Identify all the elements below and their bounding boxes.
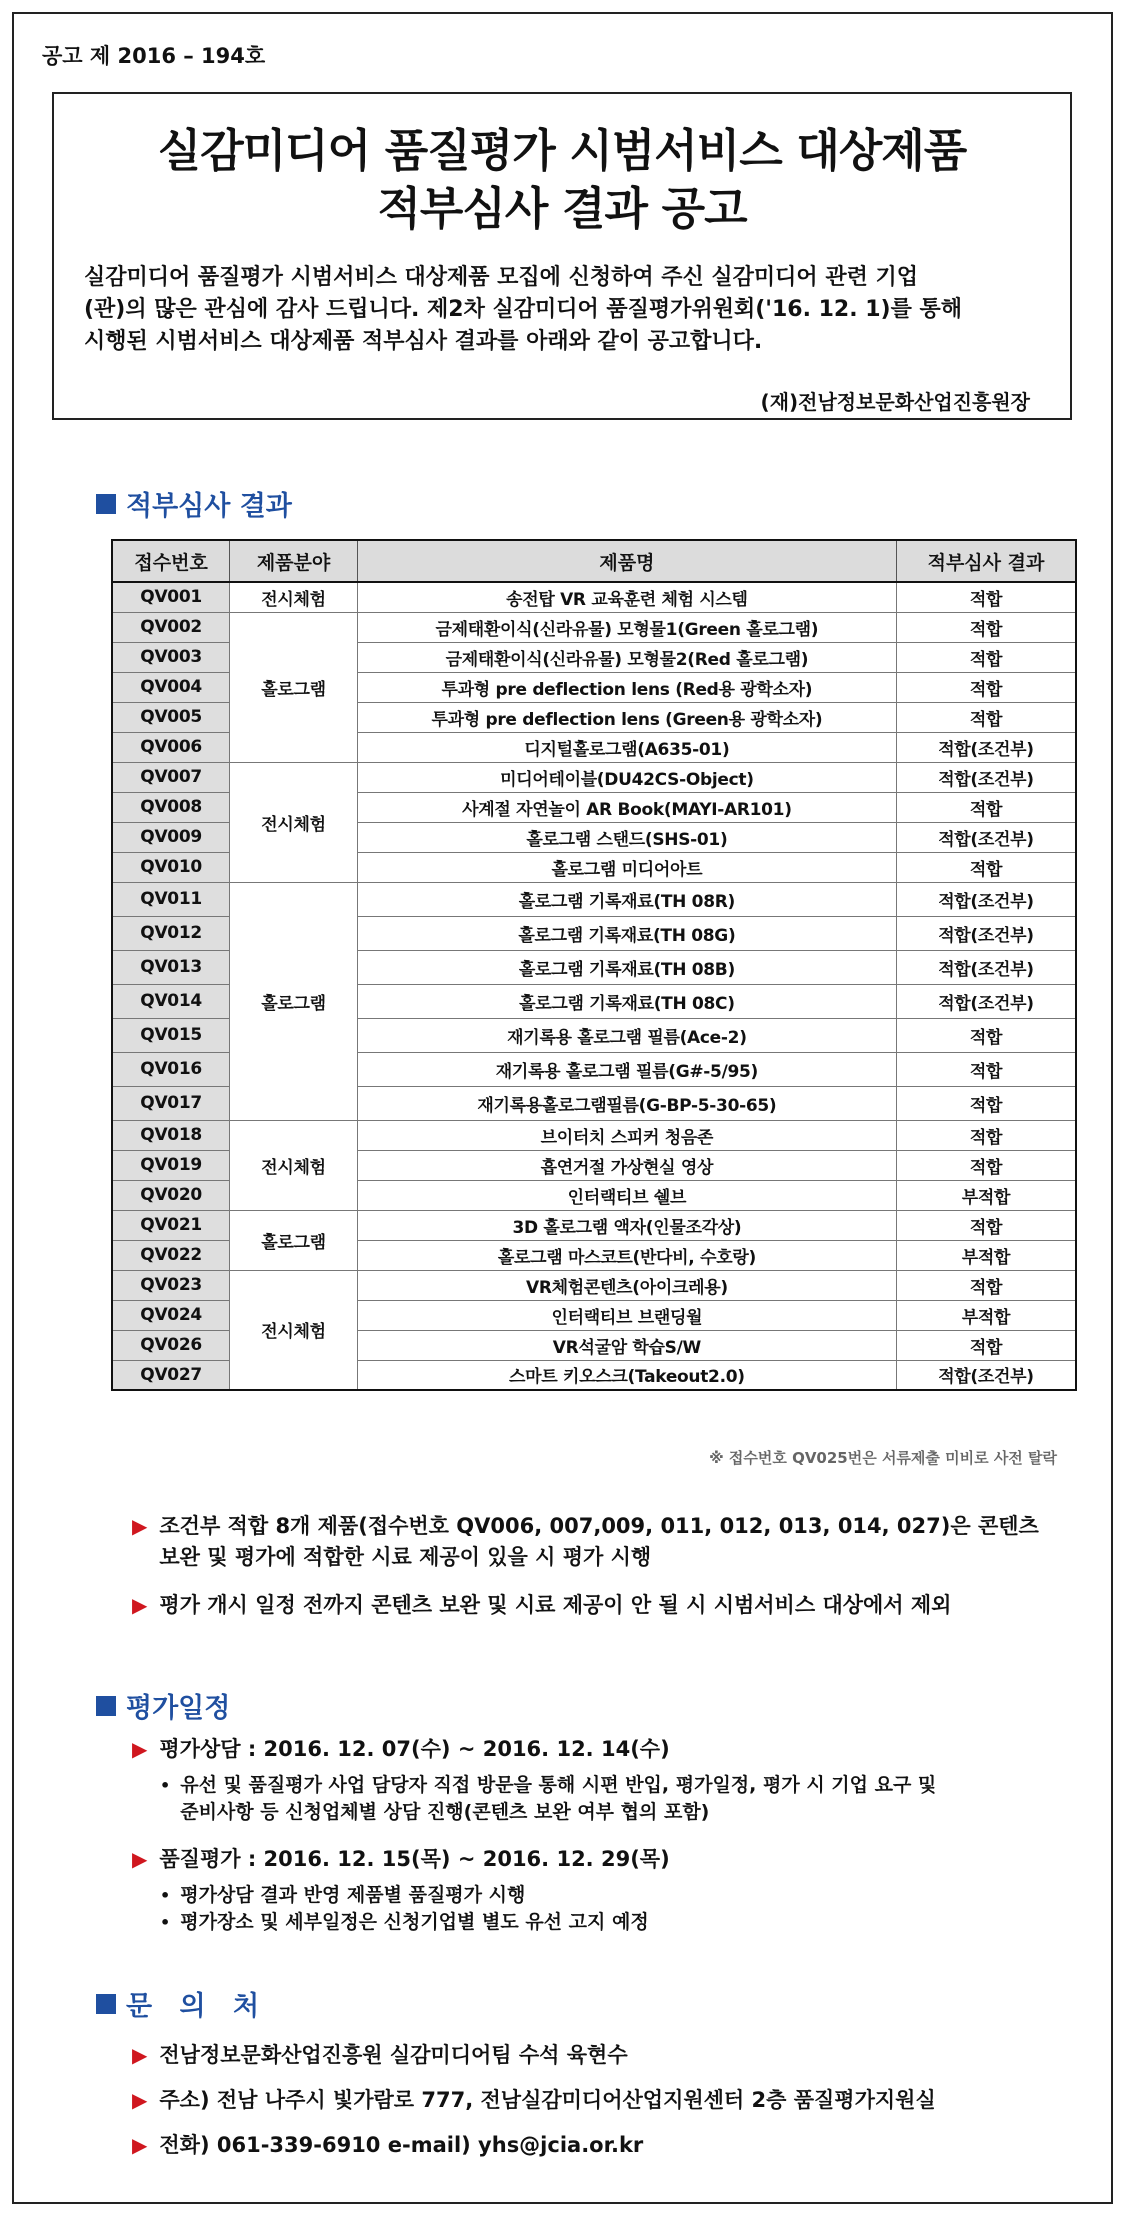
cell-field: 홀로그램	[230, 1210, 358, 1270]
cell-result: 부적합	[896, 1180, 1076, 1210]
note-line: 보완 및 평가에 적합한 시료 제공이 있을 시 평가 시행	[159, 1545, 652, 1569]
cell-product-name: 투과형 pre deflection lens (Green용 광학소자)	[357, 702, 896, 732]
triangle-arrow-icon: ▶	[132, 1737, 148, 1761]
cell-code: QV019	[112, 1150, 230, 1180]
header-code: 접수번호	[112, 540, 230, 582]
cell-code: QV023	[112, 1270, 230, 1300]
cell-code: QV006	[112, 732, 230, 762]
cell-code: QV011	[112, 882, 230, 916]
title-line-1: 실감미디어 품질평가 시범서비스 대상제품	[157, 124, 967, 177]
cell-field: 전시체험	[230, 1270, 358, 1390]
cell-result: 부적합	[896, 1240, 1076, 1270]
cell-code: QV003	[112, 642, 230, 672]
cell-code: QV004	[112, 672, 230, 702]
contact-text: 주소) 전남 나주시 빛가람로 777, 전남실감미디어산업지원센터 2층 품질평가지원실	[159, 2088, 936, 2112]
cell-product-name: 투과형 pre deflection lens (Red용 광학소자)	[357, 672, 896, 702]
cell-code: QV027	[112, 1360, 230, 1390]
cell-result: 적합(조건부)	[896, 916, 1076, 950]
cell-product-name: VR체험콘텐츠(아이크레용)	[357, 1270, 896, 1300]
cell-code: QV002	[112, 612, 230, 642]
triangle-arrow-icon: ▶	[132, 2133, 148, 2157]
cell-product-name: 스마트 키오스크(Takeout2.0)	[357, 1360, 896, 1390]
cell-result: 적합(조건부)	[896, 732, 1076, 762]
contact-text: 전화) 061-339-6910 e-mail) yhs@jcia.or.kr	[159, 2133, 644, 2157]
results-body	[112, 582, 1076, 1390]
cell-product-name: 홀로그램 스탠드(SHS-01)	[357, 822, 896, 852]
cell-code: QV009	[112, 822, 230, 852]
section-heading-results	[96, 484, 292, 523]
cell-product-name: 금제태환이식(신라유물) 모형물1(Green 홀로그램)	[357, 612, 896, 642]
cell-result: 적합	[896, 1052, 1076, 1086]
notice-box	[52, 92, 1072, 420]
title-line-2: 적부심사 결과 공고	[377, 182, 747, 235]
header-field: 제품분야	[230, 540, 358, 582]
cell-field: 전시체험	[230, 762, 358, 882]
cell-code: QV024	[112, 1300, 230, 1330]
note-2	[132, 1590, 951, 1621]
cell-code: QV016	[112, 1052, 230, 1086]
table-header-row	[112, 540, 1076, 582]
cell-result: 적합(조건부)	[896, 950, 1076, 984]
cell-result: 적합(조건부)	[896, 1360, 1076, 1390]
schedule-item-2	[132, 1844, 670, 1875]
cell-product-name: 사계절 자연놀이 AR Book(MAYI-AR101)	[357, 792, 896, 822]
schedule-label: 평가상담 : 2016. 12. 07(수) ~ 2016. 12. 14(수)	[159, 1737, 670, 1761]
contact-text: 전남정보문화산업진흥원 실감미디어팀 수석 육현수	[159, 2043, 628, 2067]
contact-line	[132, 2130, 643, 2161]
table-row	[112, 612, 1076, 642]
notice-page	[12, 12, 1113, 2204]
cell-product-name: 인터랙티브 쉘브	[357, 1180, 896, 1210]
detail-line: 평가장소 및 세부일정은 신청기업별 별도 유선 고지 예정	[180, 1911, 649, 1933]
cell-code: QV021	[112, 1210, 230, 1240]
footnote: ※ 접수번호 QV025번은 서류제출 미비로 사전 탈락	[709, 1449, 1057, 1467]
page-title	[54, 122, 1070, 238]
cell-product-name: 재기록용 홀로그램 필름(Ace-2)	[357, 1018, 896, 1052]
results-table	[111, 539, 1077, 1391]
square-bullet-icon	[96, 1696, 116, 1716]
schedule-item-1	[132, 1734, 670, 1765]
cell-code: QV013	[112, 950, 230, 984]
note-line: 평가 개시 일정 전까지 콘텐츠 보완 및 시료 제공이 안 될 시 시범서비스 대상에서 제외	[159, 1593, 952, 1617]
header-result: 적부심사 결과	[896, 540, 1076, 582]
cell-code: QV020	[112, 1180, 230, 1210]
intro-line: 시행된 시범서비스 대상제품 적부심사 결과를 아래와 같이 공고합니다.	[84, 329, 763, 354]
cell-result: 적합	[896, 672, 1076, 702]
cell-result: 적합	[896, 612, 1076, 642]
contact-line	[132, 2085, 936, 2116]
cell-result: 부적합	[896, 1300, 1076, 1330]
cell-field: 홀로그램	[230, 882, 358, 1120]
cell-result: 적합	[896, 642, 1076, 672]
cell-product-name: 홀로그램 미디어아트	[357, 852, 896, 882]
document-number: 공고 제 2016 – 194호	[42, 44, 266, 68]
square-bullet-icon	[96, 1994, 116, 2014]
cell-product-name: 홀로그램 기록재료(TH 08B)	[357, 950, 896, 984]
cell-result: 적합	[896, 1120, 1076, 1150]
cell-field: 홀로그램	[230, 612, 358, 762]
bullet-dot-icon: •	[160, 1776, 171, 1795]
cell-code: QV014	[112, 984, 230, 1018]
table-row	[112, 582, 1076, 612]
triangle-arrow-icon: ▶	[132, 1593, 148, 1617]
cell-result: 적합	[896, 1086, 1076, 1120]
cell-product-name: 홀로그램 기록재료(TH 08G)	[357, 916, 896, 950]
section-heading-schedule	[96, 1686, 230, 1725]
section-title: 평가일정	[126, 1693, 231, 1724]
cell-result: 적합	[896, 582, 1076, 612]
schedule-detail	[160, 1882, 525, 1909]
cell-code: QV012	[112, 916, 230, 950]
cell-product-name: 송전탑 VR 교육훈련 체험 시스템	[357, 582, 896, 612]
cell-result: 적합	[896, 852, 1076, 882]
cell-product-name: 디지털홀로그램(A635-01)	[357, 732, 896, 762]
cell-code: QV018	[112, 1120, 230, 1150]
cell-result: 적합	[896, 1330, 1076, 1360]
triangle-arrow-icon: ▶	[132, 1514, 148, 1538]
cell-product-name: 홀로그램 마스코트(반다비, 수호랑)	[357, 1240, 896, 1270]
signature: (재)전남정보문화산업진흥원장	[760, 390, 1030, 414]
cell-product-name: 재기록용홀로그램필름(G-BP-5-30-65)	[357, 1086, 896, 1120]
cell-code: QV007	[112, 762, 230, 792]
cell-code: QV005	[112, 702, 230, 732]
cell-result: 적합(조건부)	[896, 984, 1076, 1018]
square-bullet-icon	[96, 494, 116, 514]
cell-result: 적합(조건부)	[896, 882, 1076, 916]
bullet-dot-icon: •	[160, 1913, 171, 1932]
cell-code: QV026	[112, 1330, 230, 1360]
cell-product-name: VR석굴암 학습S/W	[357, 1330, 896, 1360]
table-row	[112, 1270, 1076, 1300]
cell-code: QV015	[112, 1018, 230, 1052]
triangle-arrow-icon: ▶	[132, 2043, 148, 2067]
cell-product-name: 브이터치 스피커 청음존	[357, 1120, 896, 1150]
cell-product-name: 미디어테이블(DU42CS-Object)	[357, 762, 896, 792]
detail-line: 준비사항 등 신청업체별 상담 진행(콘텐츠 보완 여부 협의 포함)	[180, 1801, 710, 1823]
schedule-detail	[160, 1772, 936, 1826]
detail-line: 평가상담 결과 반영 제품별 품질평가 시행	[180, 1884, 526, 1906]
section-title: 문 의 처	[126, 1991, 269, 2022]
triangle-arrow-icon: ▶	[132, 1847, 148, 1871]
note-1	[132, 1511, 1039, 1573]
table-row	[112, 1210, 1076, 1240]
cell-result: 적합	[896, 792, 1076, 822]
detail-line: 유선 및 품질평가 사업 담당자 직접 방문을 통해 시편 반입, 평가일정, 평가 시 기업 요구 및	[180, 1774, 937, 1796]
cell-product-name: 금제태환이식(신라유물) 모형물2(Red 홀로그램)	[357, 642, 896, 672]
cell-code: QV001	[112, 582, 230, 612]
intro-line: 실감미디어 품질평가 시범서비스 대상제품 모집에 신청하여 주신 실감미디어 관련 기업	[84, 265, 919, 290]
cell-code: QV017	[112, 1086, 230, 1120]
cell-product-name: 흡연거절 가상현실 영상	[357, 1150, 896, 1180]
contact-line	[132, 2040, 628, 2071]
table-row	[112, 1120, 1076, 1150]
cell-result: 적합(조건부)	[896, 762, 1076, 792]
table-row	[112, 882, 1076, 916]
cell-product-name: 홀로그램 기록재료(TH 08C)	[357, 984, 896, 1018]
intro-line: (관)의 많은 관심에 감사 드립니다. 제2차 실감미디어 품질평가위원회('16. 12. 1)를 통해	[84, 297, 963, 322]
cell-product-name: 3D 홀로그램 액자(인물조각상)	[357, 1210, 896, 1240]
intro-text	[84, 262, 1050, 358]
header-name: 제품명	[357, 540, 896, 582]
note-line: 조건부 적합 8개 제품(접수번호 QV006, 007,009, 011, 012, 013, 014, 027)은 콘텐츠	[159, 1514, 1039, 1538]
cell-product-name: 재기록용 홀로그램 필름(G#-5/95)	[357, 1052, 896, 1086]
cell-field: 전시체험	[230, 582, 358, 612]
section-title: 적부심사 결과	[126, 491, 292, 522]
cell-product-name: 인터랙티브 브랜딩월	[357, 1300, 896, 1330]
cell-result: 적합	[896, 702, 1076, 732]
cell-code: QV008	[112, 792, 230, 822]
cell-result: 적합	[896, 1270, 1076, 1300]
cell-result: 적합	[896, 1150, 1076, 1180]
section-heading-contact	[96, 1984, 268, 2023]
cell-result: 적합(조건부)	[896, 822, 1076, 852]
cell-code: QV010	[112, 852, 230, 882]
cell-result: 적합	[896, 1018, 1076, 1052]
cell-result: 적합	[896, 1210, 1076, 1240]
schedule-detail	[160, 1909, 649, 1936]
cell-field: 전시체험	[230, 1120, 358, 1210]
bullet-dot-icon: •	[160, 1886, 171, 1905]
triangle-arrow-icon: ▶	[132, 2088, 148, 2112]
schedule-label: 품질평가 : 2016. 12. 15(목) ~ 2016. 12. 29(목)	[159, 1847, 670, 1871]
cell-code: QV022	[112, 1240, 230, 1270]
cell-product-name: 홀로그램 기록재료(TH 08R)	[357, 882, 896, 916]
table-row	[112, 762, 1076, 792]
